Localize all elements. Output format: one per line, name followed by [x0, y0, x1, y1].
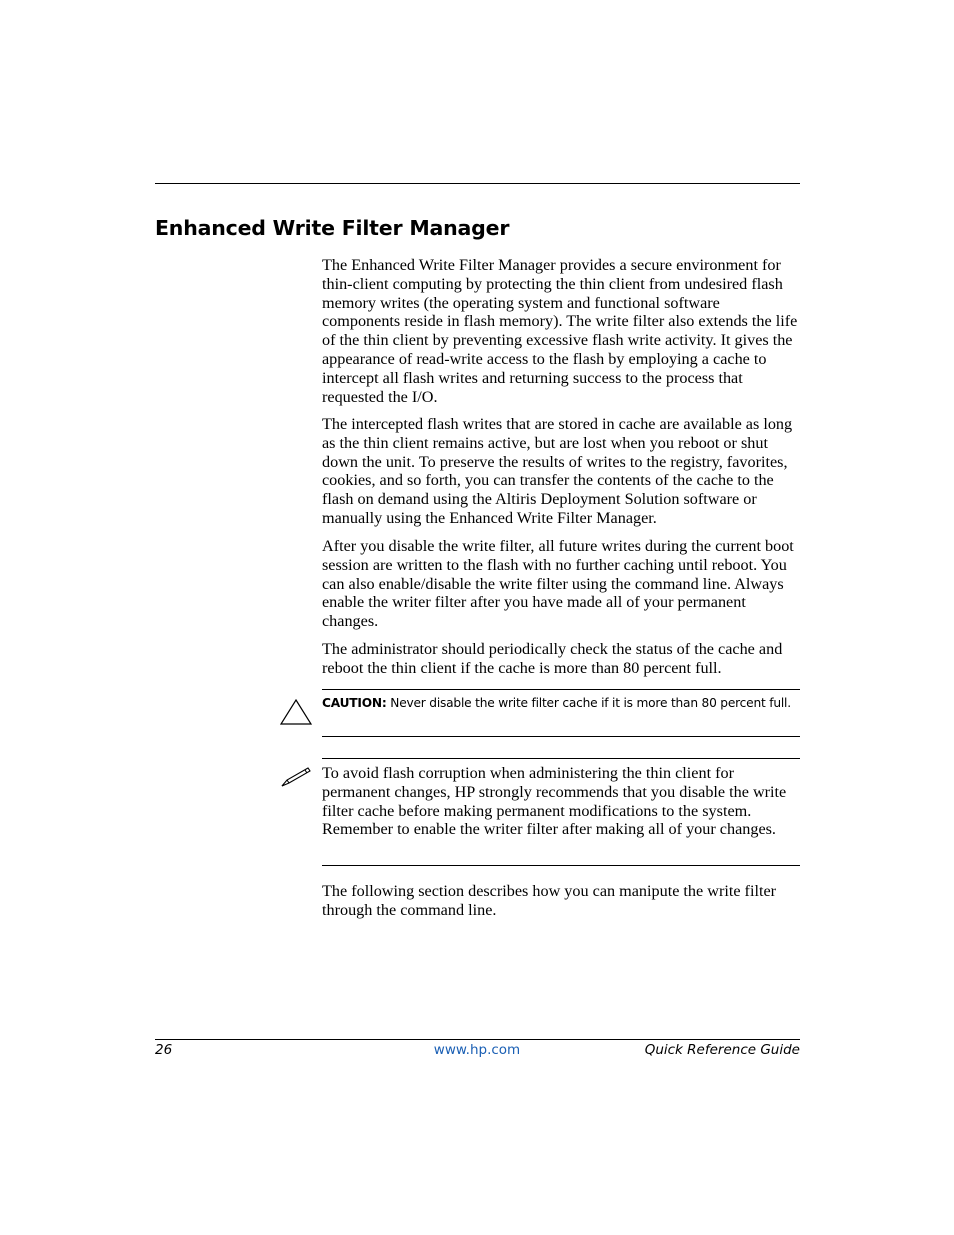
closing-paragraph: The following section describes how you can manipute the write filter through the command line.	[322, 882, 777, 919]
caution-callout	[322, 695, 800, 712]
body-paragraph: The intercepted flash writes that are stored in cache are available as long as the thin client remains active, but are lost when you reboot or shut down the unit. To preserve the results of writes to the registry, favorites, cookies, and so forth, you can transfer the contents of the cache to the flash on demand using the Altiris Deployment Solution software or manually using the Enhanced Write Filter Manager.	[322, 415, 793, 527]
caution-label: CAUTION:	[322, 696, 387, 710]
body-paragraph: The Enhanced Write Filter Manager provides a secure environment for thin-client computing by protecting the thin client from undesired flash memory writes (the operating system and functional software components reside in flash memory). The write filter also extends the life of the thin client by preventing excessive flash write activity. It gives the appearance of read-write access to the flash by employing a cache to intercept all flash writes and returning success to the process that requested the I/O.	[322, 256, 798, 406]
section-heading: Enhanced Write Filter Manager	[155, 216, 510, 240]
caution-message: Never disable the write filter cache if it is more than 80 percent full.	[390, 696, 791, 710]
note-top-rule	[322, 758, 800, 759]
note-bottom-rule	[322, 865, 800, 866]
body-paragraph: After you disable the write filter, all future writes during the current boot session are written to the flash with no further caching until reboot. You can also enable/disable the write filter using the command line. Always enable the writer filter after you have made all of your permanent changes.	[322, 537, 794, 631]
page-number: 26	[155, 1042, 173, 1058]
caution-top-rule	[322, 689, 800, 690]
header-rule	[155, 183, 800, 184]
warning-triangle-icon	[279, 698, 313, 726]
body-paragraph: The administrator should periodically check the status of the cache and reboot the thin client if the cache is more than 80 percent full.	[322, 640, 783, 677]
pencil-icon	[278, 766, 312, 790]
note-callout: To avoid flash corruption when administering the thin client for permanent changes, HP strongly recommends that you disable the write filter cache before making permanent modifications to the system. Remember to enable the writer filter after making all of your changes.	[322, 764, 787, 839]
caution-bottom-rule	[322, 736, 800, 737]
footer-doc-title: Quick Reference Guide	[644, 1042, 800, 1058]
footer-link[interactable]: www.hp.com	[433, 1042, 521, 1058]
footer-rule	[155, 1039, 800, 1040]
